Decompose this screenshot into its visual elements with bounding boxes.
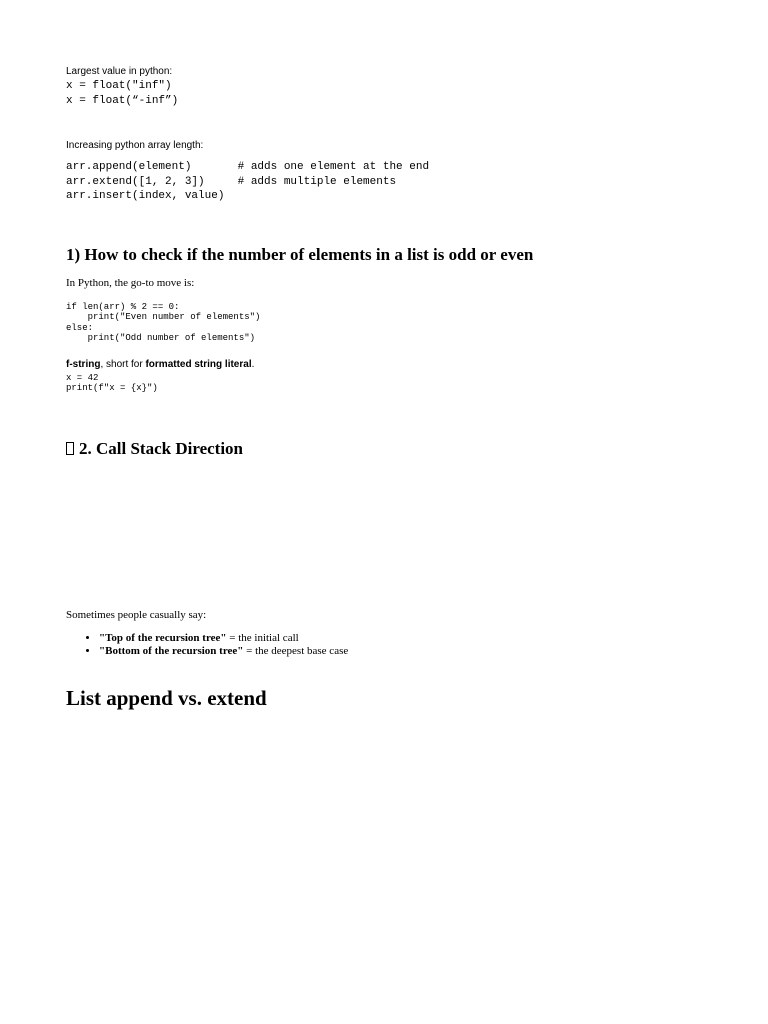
list-item-bold: "Top of the recursion tree" (99, 632, 227, 644)
fstring-note (66, 359, 254, 370)
section1-heading: 1) How to check if the number of elements in a list is odd or even (66, 245, 534, 264)
fstring-full: formatted string literal (145, 359, 252, 370)
list-item (99, 645, 348, 658)
missing-glyph-icon (66, 442, 74, 455)
largest-value-label: Largest value in python: (66, 66, 173, 77)
array-length-label: Increasing python array length: (66, 140, 204, 151)
fstring-term: f-string (66, 359, 101, 370)
fstring-code: x = 42 print(f"x = {x}") (66, 373, 158, 394)
fstring-end: . (251, 359, 255, 370)
section3-heading: List append vs. extend (66, 686, 267, 710)
fstring-mid: , short for (100, 359, 146, 370)
list-item (99, 632, 348, 645)
array-methods-code: arr.append(element) # adds one element at the end arr.extend([1, 2, 3]) # adds multiple elements arr.insert(index, value) (66, 161, 430, 202)
section2-heading-text: 2. Call Stack Direction (79, 439, 244, 458)
list-item-rest: = the deepest base case (243, 644, 349, 657)
section1-intro: In Python, the go-to move is: (66, 277, 195, 289)
list-item-rest: = the initial call (226, 632, 299, 644)
recursion-tree-list (66, 632, 348, 657)
casual-text: Sometimes people casually say: (66, 609, 207, 621)
section2-heading (66, 439, 243, 459)
largest-value-code: x = float("inf") x = float(“-inf”) (66, 80, 179, 107)
list-item-bold: "Bottom of the recursion tree" (99, 644, 244, 657)
odd-even-code: if len(arr) % 2 == 0: print("Even number of elements") else: print("Odd number of elements") (66, 302, 261, 343)
